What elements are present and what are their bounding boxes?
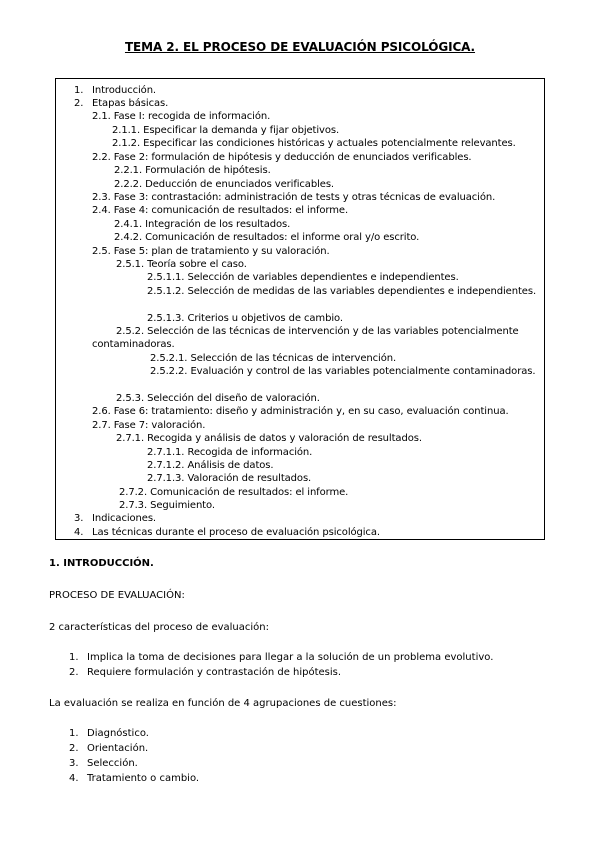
list-item: 1. Diagnóstico. (69, 728, 149, 739)
toc-item: 2.1.1. Especificar la demanda y fijar objetivos. (112, 125, 340, 136)
toc-item: 2.7.3. Seguimiento. (119, 500, 215, 511)
toc-item: 2.5.1. Teoría sobre el caso. (116, 259, 247, 270)
list-item: 2. Orientación. (69, 743, 149, 754)
list-item: 2. Requiere formulación y contrastación de hipótesis. (69, 667, 342, 678)
toc-item: 2.5. Fase 5: plan de tratamiento y su valoración. (92, 246, 330, 257)
toc-item: 2.2. Fase 2: formulación de hipótesis y deducción de enunciados verificables. (92, 152, 472, 163)
toc-item: 2.7.2. Comunicación de resultados: el informe. (119, 487, 349, 498)
toc-item: 2.5.1.3. Criterios u objetivos de cambio. (147, 313, 343, 324)
toc-item: 2.7. Fase 7: valoración. (92, 420, 206, 431)
list-item: 3. Selección. (69, 758, 138, 769)
document-title: TEMA 2. EL PROCESO DE EVALUACIÓN PSICOLÓGICA. (124, 40, 476, 54)
toc-item: 2.7.1.1. Recogida de información. (147, 447, 313, 458)
toc-item: 2.2.1. Formulación de hipótesis. (114, 165, 271, 176)
toc-item: 2. Etapas básicas. (74, 98, 169, 109)
toc-item: 2.4.2. Comunicación de resultados: el informe oral y/o escrito. (114, 232, 420, 243)
toc-item: 2.7.1. Recogida y análisis de datos y valoración de resultados. (116, 433, 422, 444)
list-item: 4. Tratamiento o cambio. (69, 773, 200, 784)
table-of-contents (55, 78, 545, 540)
toc-item: 2.5.2.1. Selección de las técnicas de intervención. (150, 353, 397, 364)
toc-item: 2.5.1.1. Selección de variables dependientes e independientes. (147, 272, 459, 283)
toc-item: 2.1. Fase I: recogida de información. (92, 111, 271, 122)
toc-item: 2.4.1. Integración de los resultados. (114, 219, 291, 230)
characteristics-intro: 2 características del proceso de evaluación: (49, 622, 269, 633)
toc-item: 2.4. Fase 4: comunicación de resultados: el informe. (92, 205, 349, 216)
toc-item: 2.5.2.2. Evaluación y control de las variables potencialmente contaminadoras. (150, 366, 536, 377)
list-item: 1. Implica la toma de decisiones para llegar a la solución de un problema evolutivo. (69, 652, 494, 663)
section-heading: 1. INTRODUCCIÓN. (49, 558, 154, 569)
toc-item: 4. Las técnicas durante el proceso de evaluación psicológica. (74, 527, 380, 538)
toc-item: 1. Introducción. (74, 85, 157, 96)
toc-item: 2.5.2. Selección de las técnicas de intervención y de las variables potencialmente contaminadoras. (92, 326, 519, 350)
toc-item: 2.2.2. Deducción de enunciados verificables. (114, 179, 335, 190)
groupings-intro: La evaluación se realiza en función de 4 agrupaciones de cuestiones: (49, 698, 397, 709)
toc-item: 2.7.1.2. Análisis de datos. (147, 460, 274, 471)
process-label: PROCESO DE EVALUACIÓN: (49, 590, 185, 601)
toc-item: 2.3. Fase 3: contrastación: administración de tests y otras técnicas de evaluación. (92, 192, 496, 203)
toc-item: 2.6. Fase 6: tratamiento: diseño y administración y, en su caso, evaluación continua. (92, 406, 509, 417)
toc-item: 2.5.3. Selección del diseño de valoración. (116, 393, 320, 404)
toc-item: 2.5.1.2. Selección de medidas de las variables dependientes e independientes. (147, 286, 537, 297)
toc-item: 2.1.2. Especificar las condiciones históricas y actuales potencialmente relevantes. (112, 138, 516, 149)
toc-item: 3. Indicaciones. (74, 513, 157, 524)
toc-item: 2.7.1.3. Valoración de resultados. (147, 473, 312, 484)
